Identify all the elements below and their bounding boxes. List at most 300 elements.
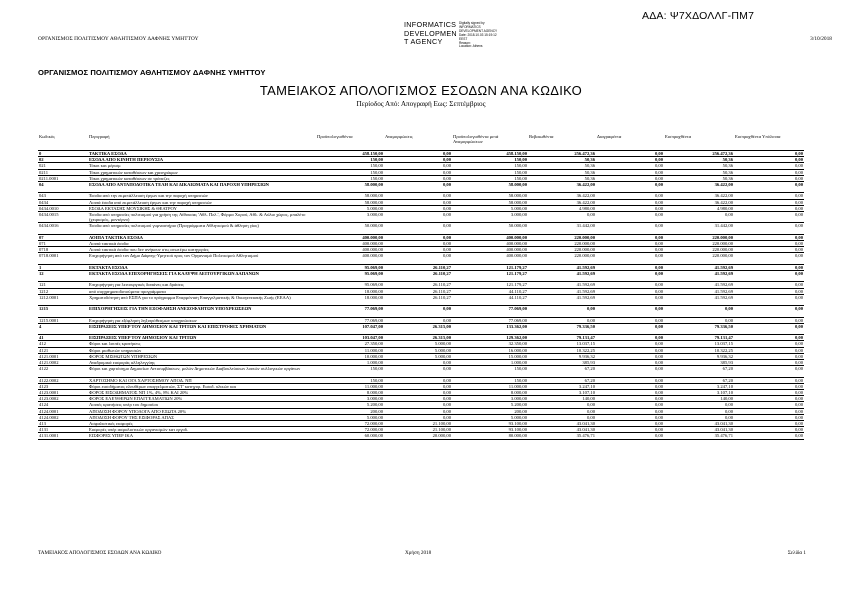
row-amount: 0,00	[384, 199, 452, 205]
stamp-text-line: Location: Athens	[458, 44, 483, 49]
row-amount: 0,00	[734, 402, 804, 408]
row-amount: 200,00	[316, 408, 384, 414]
row-amount: 0,00	[384, 366, 452, 377]
row-amount: 0,00	[734, 288, 804, 294]
table-row	[38, 294, 804, 305]
row-amount: 385,93	[664, 360, 734, 366]
row-code: 4123.0002	[38, 396, 88, 402]
row-code: 4131	[38, 427, 88, 433]
row-description: Λοιπές κρατήσεις υπέρ του δημοσίου	[88, 402, 316, 408]
row-description: Φόροι και λοιπές κρατήσεις	[88, 341, 316, 347]
revenue-table	[38, 133, 804, 440]
digital-signature-stamp	[404, 21, 497, 49]
row-amount: 5.000,00	[316, 414, 384, 420]
row-amount: 5.000,00	[452, 414, 528, 420]
row-amount: 0,00	[734, 151, 804, 157]
footer-report-name: ΤΑΜΕΙΑΚΟΣ ΑΠΟΛΟΓΙΣΜΟΣ ΕΣΟΔΩΝ ΑΝΑ ΚΩΔΙΚΟ	[38, 550, 162, 556]
row-amount: 0,00	[734, 433, 804, 439]
row-amount: 0,00	[734, 205, 804, 211]
row-amount: 0,00	[384, 402, 452, 408]
row-code: 4123.0001	[38, 390, 88, 396]
row-amount: 3.247,10	[664, 383, 734, 389]
row-amount: 400.000,00	[316, 253, 384, 264]
row-code: 4121.0002	[38, 360, 88, 366]
row-amount: 0,00	[596, 306, 664, 317]
row-code: 0718.0001	[38, 253, 88, 264]
table-row	[38, 271, 804, 282]
row-amount: 0,00	[384, 414, 452, 420]
row-amount: 121.179,27	[452, 264, 528, 270]
row-code: 02	[38, 157, 88, 163]
row-amount: 43.041,30	[528, 427, 596, 433]
table-row	[38, 253, 804, 264]
row-amount: 10.000,00	[316, 353, 384, 359]
row-amount: 44.110,27	[452, 294, 528, 305]
row-amount: 41.592,69	[528, 264, 596, 270]
row-amount: 58.000,00	[316, 193, 384, 199]
row-code: 0718	[38, 247, 88, 253]
row-amount: 0,00	[734, 253, 804, 264]
row-amount: 31.442,00	[528, 223, 596, 234]
row-amount: 0,00	[734, 317, 804, 323]
row-amount: 256.472,36	[664, 151, 734, 157]
row-amount: 107.047,00	[316, 323, 384, 334]
row-amount: 77.069,00	[316, 317, 384, 323]
row-amount: 36.422,00	[664, 182, 734, 193]
row-code: 4124.0001	[38, 408, 88, 414]
row-code: 12	[38, 271, 88, 282]
row-amount: 20.000,00	[384, 433, 452, 439]
row-amount: 3.247,10	[528, 383, 596, 389]
organization-name: ΟΡΓΑΝΙΣΜΟΣ ΠΟΛΙΤΙΣΜΟΥ ΑΘΛΗΤΙΣΜΟΥ ΔΑΦΝΗΣ ΥΜΗΤΤΟΥ	[38, 68, 266, 77]
stamp-logo-line: T AGENCY	[404, 37, 443, 47]
row-amount: 9.936,32	[664, 353, 734, 359]
row-amount: 41.592,69	[528, 294, 596, 305]
row-amount: 150,00	[316, 175, 384, 181]
row-amount: 93.100,00	[452, 427, 528, 433]
row-amount: 79.131,47	[528, 335, 596, 341]
row-amount: 0,00	[596, 366, 664, 377]
row-amount: 0,00	[596, 427, 664, 433]
row-amount: 150,00	[452, 366, 528, 377]
row-amount: 3.000,00	[316, 212, 384, 223]
row-amount: 0,00	[734, 414, 804, 420]
row-amount: 0,00	[384, 182, 452, 193]
row-amount: 0,00	[734, 282, 804, 288]
row-amount: 0,00	[596, 205, 664, 211]
row-amount: 5.200,00	[316, 402, 384, 408]
row-code: 1212	[38, 288, 88, 294]
row-description: Επιχορήγηση για εξόφληση ληξιπρόθεσμων υποχρεώσεων	[88, 317, 316, 323]
row-code: 1215	[38, 306, 88, 317]
table-row	[38, 306, 804, 317]
row-description: ΕΠΙΧΟΡΗΓΗΣΕΙΣ ΓΙΑ ΤΗΝ ΕΞΟΦΛΗΣΗ ΑΝΕΞΟΦΛΗΤΩΝ ΥΠΟΧΡΕΩΣΕΩΝ	[88, 306, 316, 317]
row-amount: 0,00	[734, 353, 804, 359]
row-amount: 0,00	[596, 151, 664, 157]
row-amount: 58.000,00	[452, 193, 528, 199]
row-code: 043	[38, 193, 88, 199]
row-amount: 3.000,00	[452, 212, 528, 223]
row-amount: 10.322,25	[528, 347, 596, 353]
stamp-text-line: Digitally signed by	[458, 21, 485, 25]
row-amount: 0,00	[384, 169, 452, 175]
row-amount: 13.037,15	[528, 341, 596, 347]
column-header: Εισπραχθέντα Υπόλοιπα	[735, 134, 781, 139]
table-row	[38, 223, 804, 234]
row-amount: 0,00	[384, 306, 452, 317]
column-header: Προϋπολογισθέντα μετά Αναμορφώσεων	[453, 134, 499, 145]
row-amount: 0,00	[734, 212, 804, 223]
row-amount: 79.336,50	[528, 323, 596, 334]
row-amount: 220.000,00	[664, 234, 734, 240]
row-amount: 26.110,27	[384, 288, 452, 294]
row-amount: 93.100,00	[452, 421, 528, 427]
row-amount: 0,00	[734, 294, 804, 305]
column-header: Προϋπολογισθέντα	[317, 134, 353, 139]
row-amount: 0,00	[596, 193, 664, 199]
row-description: ΕΚΤΑΚΤΑ ΕΣΟΔΑ	[88, 264, 316, 270]
row-amount: 3.000,00	[452, 396, 528, 402]
stamp-text-line: EEST	[458, 36, 468, 41]
footer-fiscal-year: Χρήση 2018	[405, 550, 432, 556]
row-amount: 0,00	[734, 335, 804, 341]
row-description: Λοιπά τακτικά έσοδα που δεν ανήκουν στις ανωτέρω κατηγορίες	[88, 247, 316, 253]
row-amount: 0,00	[734, 223, 804, 234]
row-amount: 5.000,00	[384, 353, 452, 359]
row-amount: 0,00	[734, 163, 804, 169]
row-amount: 67,20	[528, 366, 596, 377]
row-amount: 0,00	[528, 402, 596, 408]
row-amount: 150,00	[452, 169, 528, 175]
signature-details	[459, 22, 497, 49]
column-header: Διαγραφέντα	[597, 134, 622, 139]
row-code: 0434.0016	[38, 223, 88, 234]
row-amount: 140,00	[664, 396, 734, 402]
row-code: 021	[38, 163, 88, 169]
row-amount: 18.000,00	[316, 294, 384, 305]
row-description: ΦΟΡΟΣ ΕΙΣΟΔΗΜΑΤΟΣ ΝΠ 1%, 4%, 8% ΚΑΙ 20%	[88, 390, 316, 396]
row-code: 4122.0002	[38, 377, 88, 383]
row-amount: 0,00	[596, 335, 664, 341]
row-description: ΕΚΤΑΚΤΑ ΕΣΟΔΑ ΕΠΙΧΟΡΗΓΗΣΕΙΣ ΓΙΑ ΚΑΛΥΨΗ ΛΕΙΤΟΥΡΓΙΚΩΝ ΔΑΠΑΝΩΝ	[88, 271, 316, 282]
table-header-row	[38, 133, 804, 151]
row-description: ΑΠΟΔΟΣΗ ΦΟΡΟΥ ΥΠΟΛΟΓΑ ΑΠΟ ΕΞΩΤΑ 20%	[88, 408, 316, 414]
row-code: 412	[38, 341, 88, 347]
table-row	[38, 212, 804, 223]
signature-logo	[404, 21, 457, 49]
row-description: ΛΟΙΠΑ ΤΑΚΤΙΚΑ ΕΣΟΔΑ	[88, 234, 316, 240]
row-amount: 0,00	[528, 317, 596, 323]
row-amount: 400.000,00	[452, 241, 528, 247]
row-amount: 0,00	[384, 157, 452, 163]
row-amount: 80.000,00	[452, 433, 528, 439]
column-header: Περιγραφή	[89, 134, 110, 139]
row-amount: 26.315,00	[384, 335, 452, 341]
row-amount: 0,00	[734, 271, 804, 282]
ada-code: ΑΔΑ: Ψ7ΧΔΟΛΛΓ-ΠΜ7	[642, 10, 755, 22]
row-description: Επιχορήγηση για λειτουργικές δαπάνες και δράσεις	[88, 282, 316, 288]
row-amount: 0,00	[734, 241, 804, 247]
row-amount: 79.131,47	[664, 335, 734, 341]
row-amount: 0,00	[734, 175, 804, 181]
row-amount: 0,00	[384, 163, 452, 169]
row-description: Τόκοι χρηματικών καταθέσεων σε τράπεζες	[88, 175, 316, 181]
row-amount: 5.000,00	[384, 347, 452, 353]
row-amount: 26.110,27	[384, 282, 452, 288]
row-amount: 220.000,00	[528, 253, 596, 264]
row-amount: 400.000,00	[452, 253, 528, 264]
row-description: ΤΑΚΤΙΚΑ ΕΣΟΔΑ	[88, 151, 316, 157]
row-amount: 95.069,00	[316, 264, 384, 270]
row-amount: 36.422,00	[664, 199, 734, 205]
row-amount: 0,00	[734, 383, 804, 389]
row-amount: 26.110,27	[384, 294, 452, 305]
row-code: 4124	[38, 402, 88, 408]
row-amount: 0,00	[596, 288, 664, 294]
report-title: ΤΑΜΕΙΑΚΟΣ ΑΠΟΛΟΓΙΣΜΟΣ ΕΣΟΔΩΝ ΑΝΑ ΚΩΔΙΚΟ	[259, 83, 583, 98]
row-amount: 27.350,00	[316, 341, 384, 347]
row-amount: 0,00	[734, 199, 804, 205]
row-amount: 0,00	[596, 317, 664, 323]
row-amount: 77.069,00	[452, 306, 528, 317]
row-amount: 3.107,10	[664, 390, 734, 396]
row-description: Έσοδα από υπηρεσίες πολιτισμού γυμναστήριο (Προγράμματα Αθλητισμού & άθληση γίας)	[88, 223, 316, 234]
row-amount: 9.936,32	[528, 353, 596, 359]
row-amount: 1.000,00	[316, 360, 384, 366]
row-amount: 50,36	[528, 175, 596, 181]
row-amount: 72.000,00	[316, 421, 384, 427]
row-amount: 4.980,00	[528, 205, 596, 211]
row-amount: 220.000,00	[528, 241, 596, 247]
row-amount: 150,00	[452, 163, 528, 169]
row-amount: 58.000,00	[316, 182, 384, 193]
row-amount: 0,00	[596, 169, 664, 175]
row-amount: 458.150,00	[452, 151, 528, 157]
row-amount: 0,00	[596, 163, 664, 169]
footer-page-number: Σελίδα 1	[787, 550, 806, 556]
row-code: 0211	[38, 169, 88, 175]
row-description: ΑΠΟΔΟΣΗ ΦΟΡΟΥ ΤΗΣ ΕΙΣΦΟΡΑΣ ΑΠΑΣ	[88, 414, 316, 420]
row-amount: 43.041,30	[528, 421, 596, 427]
row-description: ΕΙΣΠΡΑΞΕΙΣ ΥΠΕΡ ΤΟΥ ΔΗΜΟΣΙΟΥ ΚΑΙ ΤΡΙΤΩΝ ΚΑΙ ΕΠΙΣΤΡΟΦΕΣ ΧΡΗΜΑΤΩΝ	[88, 323, 316, 334]
row-amount: 41.592,69	[664, 271, 734, 282]
row-amount: 0,00	[528, 408, 596, 414]
row-amount: 50.000,00	[452, 223, 528, 234]
row-amount: 67,20	[528, 377, 596, 383]
row-amount: 0,00	[664, 212, 734, 223]
row-amount: 50,36	[664, 157, 734, 163]
row-amount: 0,00	[528, 414, 596, 420]
row-amount: 0,00	[384, 390, 452, 396]
report-period: Περίοδος Από: Απογραφή Εως: Σεπτέμβριος	[356, 100, 486, 108]
row-code: 4124.0002	[38, 414, 88, 420]
row-description: Ασφαλιστικές εισφορές	[88, 421, 316, 427]
table-row	[38, 182, 804, 193]
row-amount: 0,00	[384, 247, 452, 253]
row-amount: 0,00	[384, 151, 452, 157]
row-amount: 5.000,00	[452, 205, 528, 211]
row-amount: 58.000,00	[452, 199, 528, 205]
row-amount: 41.592,69	[528, 282, 596, 288]
row-amount: 0,00	[734, 264, 804, 270]
row-amount: 0,00	[596, 360, 664, 366]
row-amount: 150,00	[452, 157, 528, 163]
stamp-text-line: DEVELOPMENT AGENCY	[458, 28, 498, 33]
row-code: 0434.0015	[38, 212, 88, 223]
row-amount: 0,00	[384, 193, 452, 199]
row-amount: 72.000,00	[316, 427, 384, 433]
row-amount: 400.000,00	[452, 247, 528, 253]
row-description: Λοιπά τακτικά έσοδα	[88, 241, 316, 247]
row-amount: 150,00	[316, 377, 384, 383]
row-description: ΧΑΡΤΟΣΗΜΟ ΚΑΙ ΟΓΑ ΧΑΡΤΟΣΗΜΟΥ ΑΠΟΔ. ΝΠ	[88, 377, 316, 383]
row-amount: 0,00	[596, 323, 664, 334]
row-amount: 0,00	[384, 383, 452, 389]
row-amount: 50,36	[528, 163, 596, 169]
row-description: Λοιπά έσοδα από εκμετάλλευση έργων και την παροχή υπηρεσιών	[88, 199, 316, 205]
row-amount: 58.000,00	[452, 182, 528, 193]
row-amount: 0,00	[384, 175, 452, 181]
row-amount: 0,00	[734, 347, 804, 353]
row-amount: 0,00	[596, 377, 664, 383]
row-amount: 220.000,00	[664, 247, 734, 253]
row-description: Εισφορές υπέρ ασφαλιστικών οργανισμών κατ εργοδ.	[88, 427, 316, 433]
row-description: Αναδρομικά εισφοράς αλληλεγγύης	[88, 360, 316, 366]
row-description: ΕΙΣΦΟΡΕΣ ΥΠΕΡ ΙΚΑ	[88, 433, 316, 439]
row-amount: 0,00	[596, 199, 664, 205]
row-amount: 150,00	[452, 377, 528, 383]
row-amount: 79.336,50	[664, 323, 734, 334]
row-code: 0434.0010	[38, 205, 88, 211]
row-description: Επιχορήγηση από τον Δήμο Δάφνης-Υμηττού προς τον Οργανισμό Πολιτισμού Αθλητισμού	[88, 253, 316, 264]
row-code: 4122	[38, 366, 88, 377]
row-amount: 67,20	[664, 377, 734, 383]
row-amount: 0,00	[596, 353, 664, 359]
row-amount: 36.422,00	[528, 193, 596, 199]
row-description: Τόκοι χρηματικών καταθέσεων και χρεογράφων	[88, 169, 316, 175]
row-amount: 67,20	[664, 366, 734, 377]
row-amount: 0,00	[596, 241, 664, 247]
row-amount: 0,00	[596, 264, 664, 270]
row-description: από συγχρηματοδοτούμενα προγράμματα	[88, 288, 316, 294]
row-amount: 0,00	[384, 360, 452, 366]
row-amount: 0,00	[734, 421, 804, 427]
row-amount: 11.000,00	[316, 347, 384, 353]
row-amount: 5.000,00	[384, 341, 452, 347]
row-amount: 458.150,00	[316, 151, 384, 157]
row-amount: 1.000,00	[452, 360, 528, 366]
row-amount: 0,00	[596, 282, 664, 288]
row-code: 1212.0001	[38, 294, 88, 305]
row-code: 0434	[38, 199, 88, 205]
row-amount: 0,00	[596, 408, 664, 414]
row-amount: 0,00	[596, 396, 664, 402]
row-amount: 5.200,00	[452, 402, 528, 408]
row-amount: 50,36	[664, 163, 734, 169]
row-amount: 133.362,00	[452, 323, 528, 334]
row-amount: 3.000,00	[316, 396, 384, 402]
row-amount: 150,00	[316, 157, 384, 163]
row-amount: 41.592,69	[528, 288, 596, 294]
row-amount: 0,00	[384, 396, 452, 402]
row-amount: 256.472,36	[528, 151, 596, 157]
row-amount: 11.000,00	[316, 383, 384, 389]
column-header: Αναμορφώσεις	[385, 134, 413, 139]
row-amount: 41.592,69	[664, 264, 734, 270]
row-amount: 121.179,27	[452, 271, 528, 282]
row-amount: 0,00	[596, 347, 664, 353]
stamp-text-line: Reason:	[458, 40, 471, 45]
row-amount: 0,00	[384, 317, 452, 323]
row-amount: 60.000,00	[316, 433, 384, 439]
row-description: ΕΙΣΠΡΑΞΕΙΣ ΥΠΕΡ ΤΟΥ ΔΗΜΟΣΙΟΥ ΚΑΙ ΤΡΙΤΩΝ	[88, 335, 316, 341]
row-amount: 43.041,30	[664, 427, 734, 433]
row-amount: 150,00	[316, 169, 384, 175]
row-amount: 0,00	[734, 193, 804, 199]
row-amount: 0,00	[596, 223, 664, 234]
row-amount: 0,00	[596, 247, 664, 253]
row-amount: 103.047,00	[316, 335, 384, 341]
table-row	[38, 323, 804, 334]
row-amount: 0,00	[734, 182, 804, 193]
row-amount: 11.000,00	[452, 383, 528, 389]
row-amount: 150,00	[316, 163, 384, 169]
row-amount: 129.362,00	[452, 335, 528, 341]
row-amount: 0,00	[596, 390, 664, 396]
header-organization: ΟΡΓΑΝΙΣΜΟΣ ΠΟΛΙΤΙΣΜΟΥ ΑΘΛΗΤΙΣΜΟΥ ΔΑΦΝΗΣ ΥΜΗΤΤΟΥ	[38, 36, 199, 42]
row-amount: 0,00	[734, 323, 804, 334]
row-amount: 0,00	[596, 253, 664, 264]
row-amount: 41.592,69	[664, 288, 734, 294]
table-row	[38, 433, 804, 439]
stamp-logo-line: DEVELOPMEN	[404, 28, 457, 38]
row-description: Τόκοι και μέρισμ	[88, 163, 316, 169]
row-amount: 0,00	[596, 383, 664, 389]
row-amount: 10.322,25	[664, 347, 734, 353]
row-amount: 0,00	[596, 212, 664, 223]
row-amount: 0,00	[734, 234, 804, 240]
row-amount: 150,00	[452, 175, 528, 181]
row-amount: 0,00	[734, 341, 804, 347]
row-amount: 0,00	[384, 241, 452, 247]
row-description: Έσοδα από υπηρεσίες πολιτισμού για χρήση της Αίθουσας 'Αθλ. Πελ.', Φόρμα Χορού, Αθλ. & Αύλιο χώρος, μπαλέτο (χειρισμός, μοντέρνο)	[88, 212, 316, 223]
row-amount: 77.069,00	[316, 306, 384, 317]
row-amount: 50,36	[528, 169, 596, 175]
row-code: 1215.0001	[38, 317, 88, 323]
row-amount: 41.592,69	[664, 294, 734, 305]
row-code: 1	[38, 264, 88, 270]
row-amount: 50,36	[528, 157, 596, 163]
row-amount: 3.107,10	[528, 390, 596, 396]
row-amount: 0,00	[596, 433, 664, 439]
row-amount: 4.980,00	[664, 205, 734, 211]
row-amount: 0,00	[596, 421, 664, 427]
row-amount: 220.000,00	[528, 234, 596, 240]
header-date: 3/10/2018	[810, 36, 832, 42]
row-amount: 0,00	[596, 414, 664, 420]
row-code: 4131.0001	[38, 433, 88, 439]
row-amount: 400.000,00	[316, 241, 384, 247]
row-amount: 0,00	[664, 317, 734, 323]
row-amount: 0,00	[596, 294, 664, 305]
row-amount: 0,00	[734, 169, 804, 175]
row-amount: 8.000,00	[316, 390, 384, 396]
row-amount: 0,00	[734, 408, 804, 414]
row-amount: 5.000,00	[316, 205, 384, 211]
row-code: 0211.0001	[38, 175, 88, 181]
row-amount: 0,00	[528, 212, 596, 223]
row-amount: 0,00	[384, 408, 452, 414]
